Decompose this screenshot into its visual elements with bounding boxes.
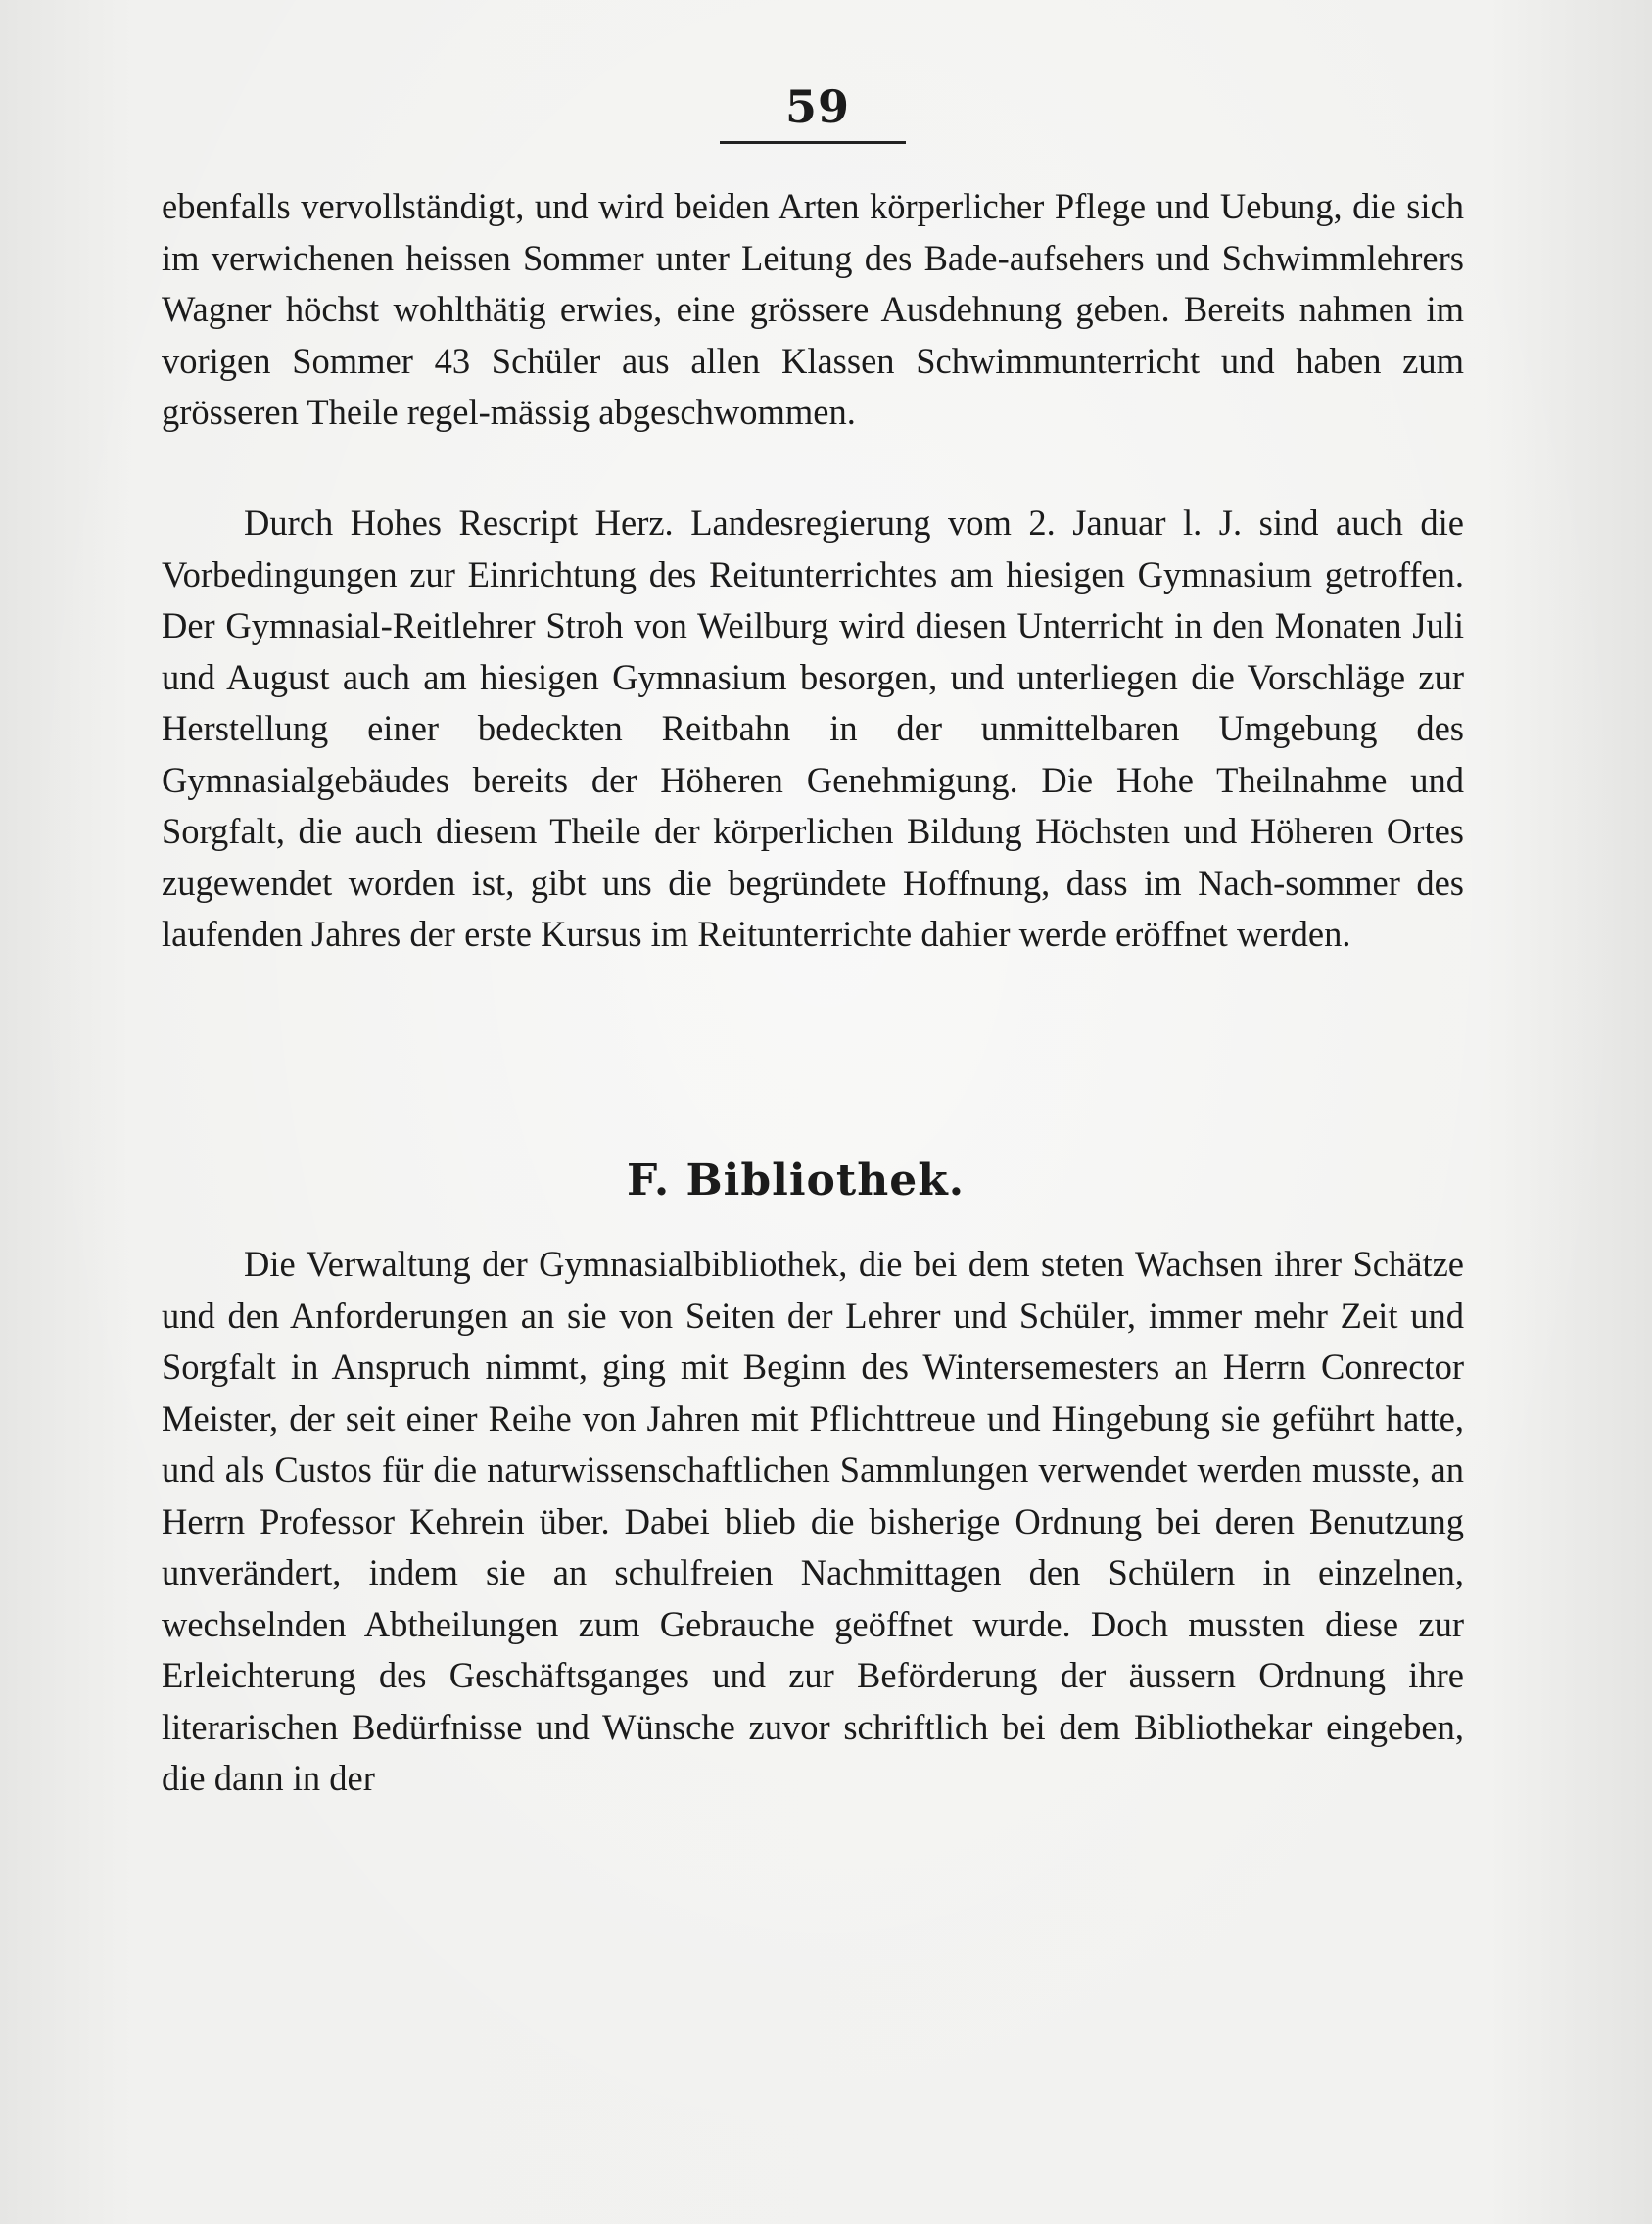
paragraph-library [162,1239,1464,1805]
paragraph-text: Die Verwaltung der Gymnasialbibliothek, die bei dem steten Wachsen ihrer Schätze und den Anforderungen an sie von Seiten der Lehrer und Schüler, immer mehr Zeit und Sorgfalt in Anspruch nimmt, ging mit Beginn des Wintersemesters an Herrn Conrector Meister, der seit einer Reihe von Jahren mit Pflichttreue und Hingebung sie geführt hatte, und als Custos für die naturwissenschaftlichen Sammlungen verwendet werden musste, an Herrn Professor Kehrein über. Dabei blieb die bisherige Ordnung bei deren Benutzung unverändert, indem sie an schulfreien Nachmittagen den Schülern in einzelnen, wechselnden Abtheilungen zum Gebrauche geöffnet wurde. Doch mussten diese zur Erleichterung des Geschäftsganges und zur Beförderung der äussern Ordnung ihre literarischen Bedürfnisse und Wünsche zuvor schriftlich bei dem Bibliothekar eingeben, die dann in der [162,1244,1464,1798]
page-number-rule [720,141,906,144]
page-number: 59 [784,80,850,133]
paragraph-text: ebenfalls vervollständigt, und wird beiden Arten körperlicher Pflege und Uebung, die sich im verwichenen heissen Sommer unter Leitung des Bade-aufsehers und Schwimmlehrers Wagner höchst wohlthätig erwies, eine grössere Ausdehnung geben. Bereits nahmen im vorigen Sommer 43 Schüler aus allen Klassen Schwimmunterricht und haben zum grösseren Theile regel-mässig abgeschwommen. [162,186,1464,432]
paragraph-riding [162,497,1464,961]
paragraph-swimming [162,181,1464,439]
section-heading: F. Bibliothek. [627,1156,966,1206]
paragraph-text: Durch Hohes Rescript Herz. Landesregierung vom 2. Januar l. J. sind auch die Vorbedingungen zur Einrichtung des Reitunterrichtes am hiesigen Gymnasium getroffen. Der Gymnasial-Reitlehrer Stroh von Weilburg wird diesen Unterricht in den Monaten Juli und August auch am hiesigen Gymnasium besorgen, und unterliegen die Vorschläge zur Herstellung einer bedeckten Reitbahn in der unmittelbaren Umgebung des Gymnasialgebäudes bereits der Höheren Genehmigung. Die Hohe Theilnahme und Sorgfalt, die auch diesem Theile der körperlichen Bildung Höchsten und Höheren Ortes zugewendet worden ist, gibt uns die begründete Hoffnung, dass im Nach-sommer des laufenden Jahres der erste Kursus im Reitunterrichte dahier werde eröffnet werden. [162,502,1464,954]
